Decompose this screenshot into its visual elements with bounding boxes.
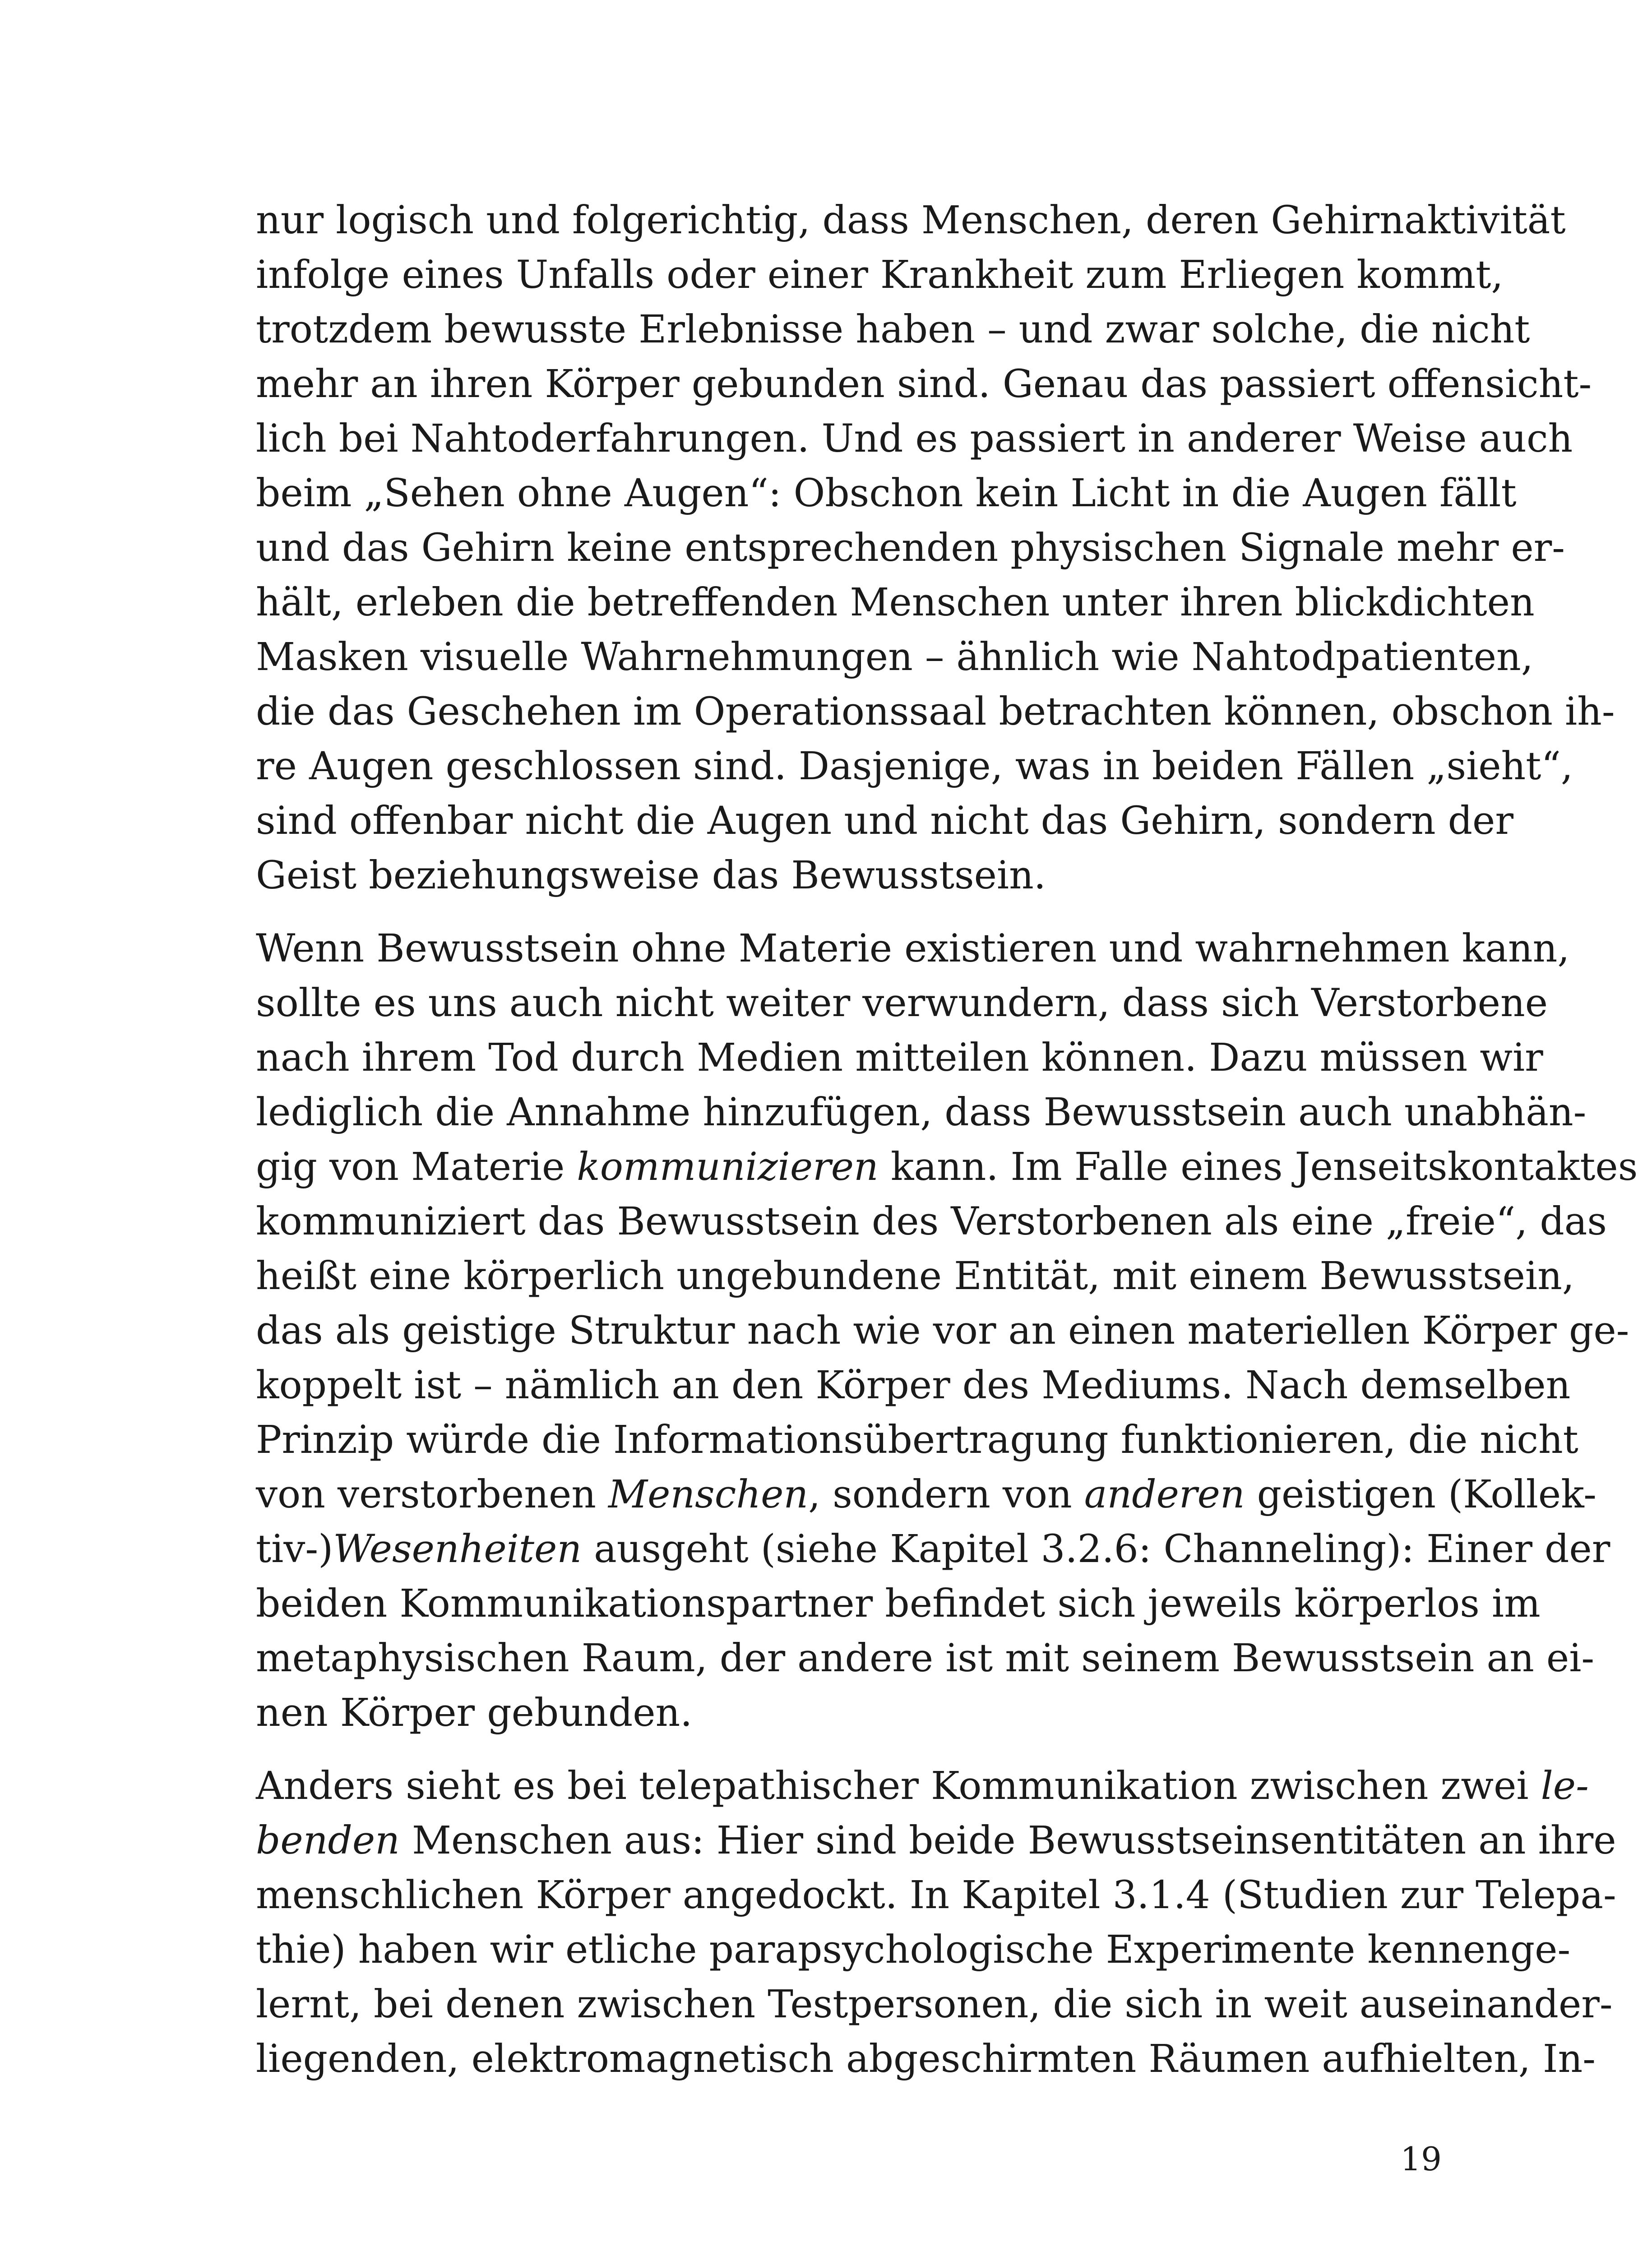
paragraph-gap [256, 1740, 1442, 1759]
text-line [256, 1686, 1442, 1740]
text-line [256, 630, 1533, 684]
text-line [256, 684, 1615, 739]
text-line [256, 302, 1530, 357]
text-run: lich bei Nahtoderfahrungen. Und es passiert in anderer Weise auch [256, 416, 1573, 461]
text-run: infolge eines Unfalls oder einer Krankheit zum Erliegen kommt, [256, 253, 1504, 297]
text-run: das als geistige Struktur nach wie vor an einen materiellen Körper ge- [256, 1308, 1629, 1353]
text-run: lediglich die Annahme hinzufügen, dass Bewusstsein auch unabhän- [256, 1090, 1587, 1135]
text-run: menschlichen Körper angedockt. In Kapitel 3.1.4 (Studien zur Telepa- [256, 1873, 1616, 1918]
text-run: kann. Im Falle eines Jenseitskontaktes [878, 1145, 1638, 1189]
text-line [256, 411, 1573, 466]
text-line [256, 1522, 1610, 1576]
text-line [256, 1467, 1596, 1522]
text-line [256, 921, 1570, 976]
text-run: Geist beziehungsweise das Bewusstsein. [256, 853, 1046, 898]
text-run: re Augen geschlossen sind. Dasjenige, was in beiden Fällen „sieht“, [256, 744, 1573, 789]
text-run: metaphysischen Raum, der andere ist mit seinem Bewusstsein an ei- [256, 1636, 1595, 1681]
text-run: beiden Kommunikationspartner befindet sich jeweils körperlos im [256, 1581, 1541, 1626]
page-number: 19 [1400, 2140, 1442, 2178]
text-line [256, 1085, 1587, 1140]
text-line [256, 1304, 1629, 1358]
text-line [256, 248, 1504, 302]
text-run: lernt, bei denen zwischen Testpersonen, die sich in weit auseinander- [256, 1982, 1613, 2027]
text-run: Wenn Bewusstsein ohne Materie existieren und wahrnehmen kann, [256, 926, 1570, 971]
text-run: sind offenbar nicht die Augen und nicht das Gehirn, sondern der [256, 799, 1513, 843]
italic-text: kommunizieren [577, 1145, 879, 1189]
text-run: beim „Sehen ohne Augen“: Obschon kein Licht in die Augen fällt [256, 471, 1517, 516]
text-run: koppelt ist – nämlich an den Körper des Mediums. Nach demselben [256, 1363, 1571, 1408]
text-line [256, 1249, 1574, 1304]
text-run: mehr an ihren Körper gebunden sind. Genau das passiert offensicht- [256, 362, 1592, 407]
body-text [256, 193, 1638, 2086]
text-line [256, 521, 1565, 575]
text-line [256, 739, 1573, 794]
text-run: kommuniziert das Bewusstsein des Verstorbenen als eine „freie“, das [256, 1199, 1607, 1244]
italic-text: le- [1541, 1764, 1589, 1808]
text-run: ausgeht (siehe Kapitel 3.2.6: Channeling): Einer der [582, 1527, 1610, 1572]
text-run: thie) haben wir etliche parapsychologische Experimente kennenge- [256, 1928, 1571, 1972]
text-line [256, 357, 1592, 411]
text-run: gig von Materie [256, 1145, 577, 1189]
text-line [256, 1868, 1616, 1923]
text-run: Prinzip würde die Informationsübertragung funktionieren, die nicht [256, 1418, 1578, 1462]
italic-text: anderen [1084, 1472, 1245, 1517]
text-line [256, 1631, 1595, 1686]
paragraph [256, 1759, 1616, 2086]
text-line [256, 848, 1442, 903]
italic-text: benden [256, 1818, 400, 1863]
text-run: Menschen aus: Hier sind beide Bewusstseinsentitäten an ihre [399, 1818, 1616, 1863]
text-run: , sondern von [808, 1472, 1084, 1517]
text-line [256, 1413, 1578, 1467]
text-line [256, 794, 1513, 848]
text-run: Masken visuelle Wahrnehmungen – ähnlich wie Nahtodpatienten, [256, 635, 1533, 680]
text-line [256, 1923, 1571, 1977]
text-line [256, 1813, 1616, 1868]
text-line [256, 1576, 1541, 1631]
text-run: die das Geschehen im Operationssaal betrachten können, obschon ih- [256, 689, 1615, 734]
text-line [256, 1977, 1613, 2032]
text-run: hält, erleben die betreffenden Menschen unter ihren blickdichten [256, 580, 1535, 625]
text-line [256, 2032, 1596, 2086]
text-run: von verstorbenen [256, 1472, 609, 1517]
text-line [256, 193, 1566, 248]
text-run: tiv-) [256, 1527, 333, 1572]
text-run: trotzdem bewusste Erlebnisse haben – und zwar solche, die nicht [256, 307, 1530, 352]
text-line [256, 1358, 1571, 1413]
italic-text: Menschen [608, 1472, 809, 1517]
text-line [256, 976, 1548, 1031]
paragraph [256, 193, 1615, 903]
text-run: liegenden, elektromagnetisch abgeschirmten Räumen aufhielten, In- [256, 2037, 1596, 2081]
text-line [256, 466, 1517, 521]
text-line [256, 1140, 1638, 1194]
text-run: nur logisch und folgerichtig, dass Menschen, deren Gehirnaktivität [256, 198, 1566, 243]
text-run: Anders sieht es bei telepathischer Kommunikation zwischen zwei [256, 1764, 1541, 1808]
text-line [256, 1031, 1543, 1085]
text-run: geistigen (Kollek- [1245, 1472, 1596, 1517]
text-run: nach ihrem Tod durch Medien mitteilen können. Dazu müssen wir [256, 1036, 1543, 1080]
italic-text: Wesenheiten [333, 1527, 582, 1572]
paragraph [256, 921, 1638, 1740]
text-line [256, 575, 1535, 630]
text-line [256, 1194, 1607, 1249]
text-run: sollte es uns auch nicht weiter verwundern, dass sich Verstorbene [256, 981, 1548, 1026]
text-run: und das Gehirn keine entsprechenden physischen Signale mehr er- [256, 526, 1565, 570]
text-line [256, 1759, 1589, 1813]
text-run: nen Körper gebunden. [256, 1691, 693, 1735]
text-run: heißt eine körperlich ungebundene Entität, mit einem Bewusstsein, [256, 1254, 1574, 1299]
paragraph-gap [256, 903, 1442, 921]
